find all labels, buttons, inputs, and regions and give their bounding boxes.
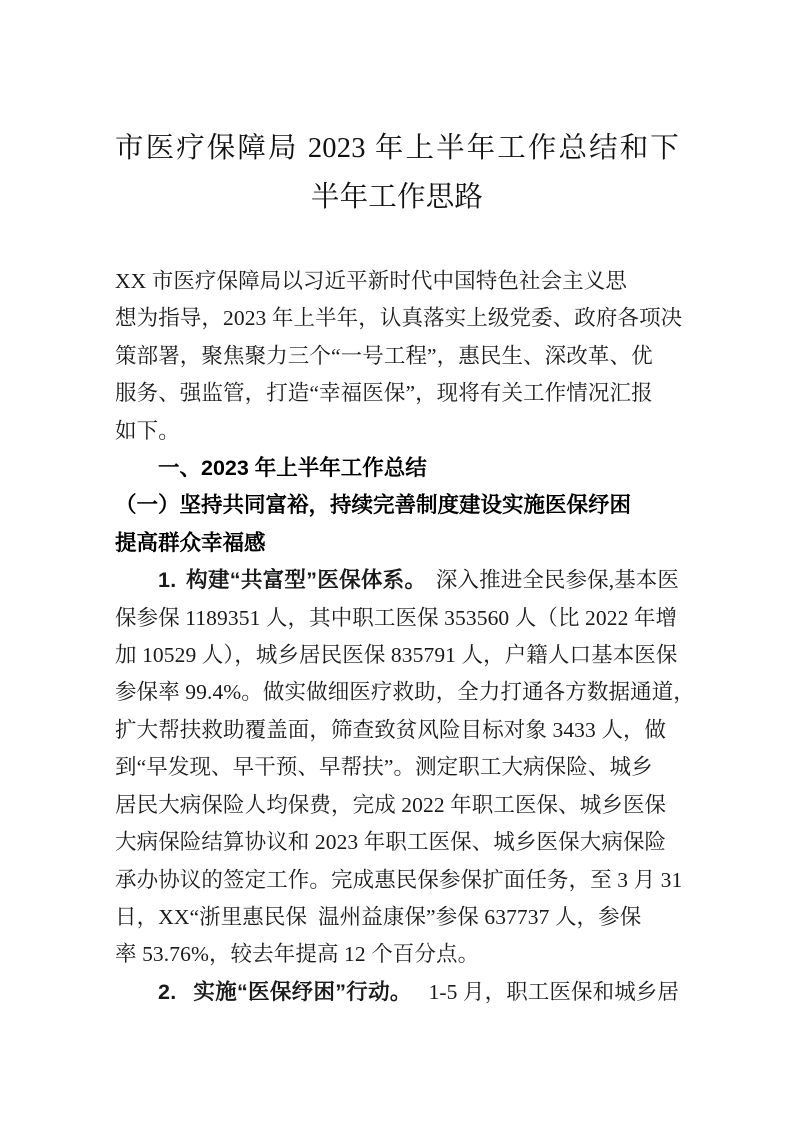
paragraph-line-text: 想为指导，2023 年上半年，认真落实上级党委、政府各项决 [115,306,683,331]
numbered-item-1-line [115,899,679,936]
numbered-item-1-line-text: 深入推进全民参保,基本医 [435,568,679,593]
paragraph-line-text: 如下。 [115,418,180,443]
numbered-item-1-line [115,637,679,674]
title-line-2: 半年工作思路 [310,182,484,213]
numbered-item-1-line-text: 大病保险结算协议和 2023 年职工医保、城乡医保大病保险 [115,830,667,855]
numbered-item-1-number: 1. [158,568,177,593]
heading-level-2-line [115,525,679,562]
paragraph-line [115,375,679,412]
heading-level-2-line [115,487,679,524]
paragraph-line [115,413,679,450]
numbered-item-1-line-text: 扩大帮扶救助覆盖面，筛查致贫风险目标对象 3433 人，做 [115,717,667,742]
numbered-item-1-line-text: 承办协议的签定工作。完成惠民保参保扩面任务，至 3 月 31 [115,867,683,892]
numbered-item-2-line-text: 1-5 月，职工医保和城乡居 [428,979,679,1004]
numbered-item-1 [115,562,695,973]
paragraph-line [115,263,679,300]
numbered-item-2-first-line [115,974,679,1011]
numbered-item-1-line-text: 加 10529 人），城乡居民医保 835791 人，户籍人口基本医保 [115,643,678,668]
heading-level-1-text: 一、2023 年上半年工作总结 [158,456,427,481]
numbered-item-1-line [115,936,679,973]
numbered-item-1-line [115,749,679,786]
numbered-item-1-line-text: 参保率 99.4%。做实做细医疗救助，全力打通各方数据通道， [115,680,695,705]
heading-level-2 [115,487,679,562]
paragraph-line-text: XX 市医疗保障局以习近平新时代中国特色社会主义思 [115,269,627,293]
numbered-item-1-first-line [115,562,679,599]
numbered-item-2-lead: 实施“医保纾困”行动。 [193,979,412,1004]
page-title [115,0,679,222]
numbered-item-1-line-text: 到“早发现、早干预、早帮扶”。测定职工大病保险、城乡 [115,755,653,780]
numbered-item-1-lead: 构建“共富型”医保体系。 [186,568,427,593]
numbered-item-1-line [115,824,679,861]
paragraph-line [115,338,679,375]
numbered-item-1-line-text: 日，XX“浙里惠民保 温州益康保”参保 637737 人，参保 [115,904,642,929]
title-line-1: 市医疗保障局 2023 年上半年工作总结和下 [115,133,679,164]
numbered-item-1-line [115,674,695,711]
numbered-item-1-line-text: 率 53.76%，较去年提高 12 个百分点。 [115,942,480,967]
numbered-item-1-line-text: 居民大病保险人均保费，完成 2022 年职工医保、城乡医保 [115,792,667,817]
title-body-spacer [115,222,679,263]
paragraph-line-text: 策部署，聚焦聚力三个“一号工程”，惠民生、深改革、优 [115,343,653,368]
numbered-item-1-line [115,712,679,749]
numbered-item-1-line-text: 保参保 1189351 人，其中职工医保 353560 人（比 2022 年增 [115,605,678,630]
paragraph-intro [115,263,683,450]
numbered-item-1-line [115,600,679,637]
heading-level-2-text: 提高群众幸福感 [115,530,266,555]
numbered-item-1-line [115,787,679,824]
numbered-item-2-number: 2. [158,979,177,1004]
paragraph-line [115,300,683,337]
paragraph-line-text: 服务、强监管，打造“幸福医保”，现将有关工作情况汇报 [115,381,653,406]
heading-level-1 [115,450,722,487]
numbered-item-1-line [115,862,683,899]
heading-level-2-text: （一）坚持共同富裕，持续完善制度建设实施医保纾困 [115,493,632,518]
numbered-item-2 [115,974,679,1011]
document-content [115,0,695,1011]
